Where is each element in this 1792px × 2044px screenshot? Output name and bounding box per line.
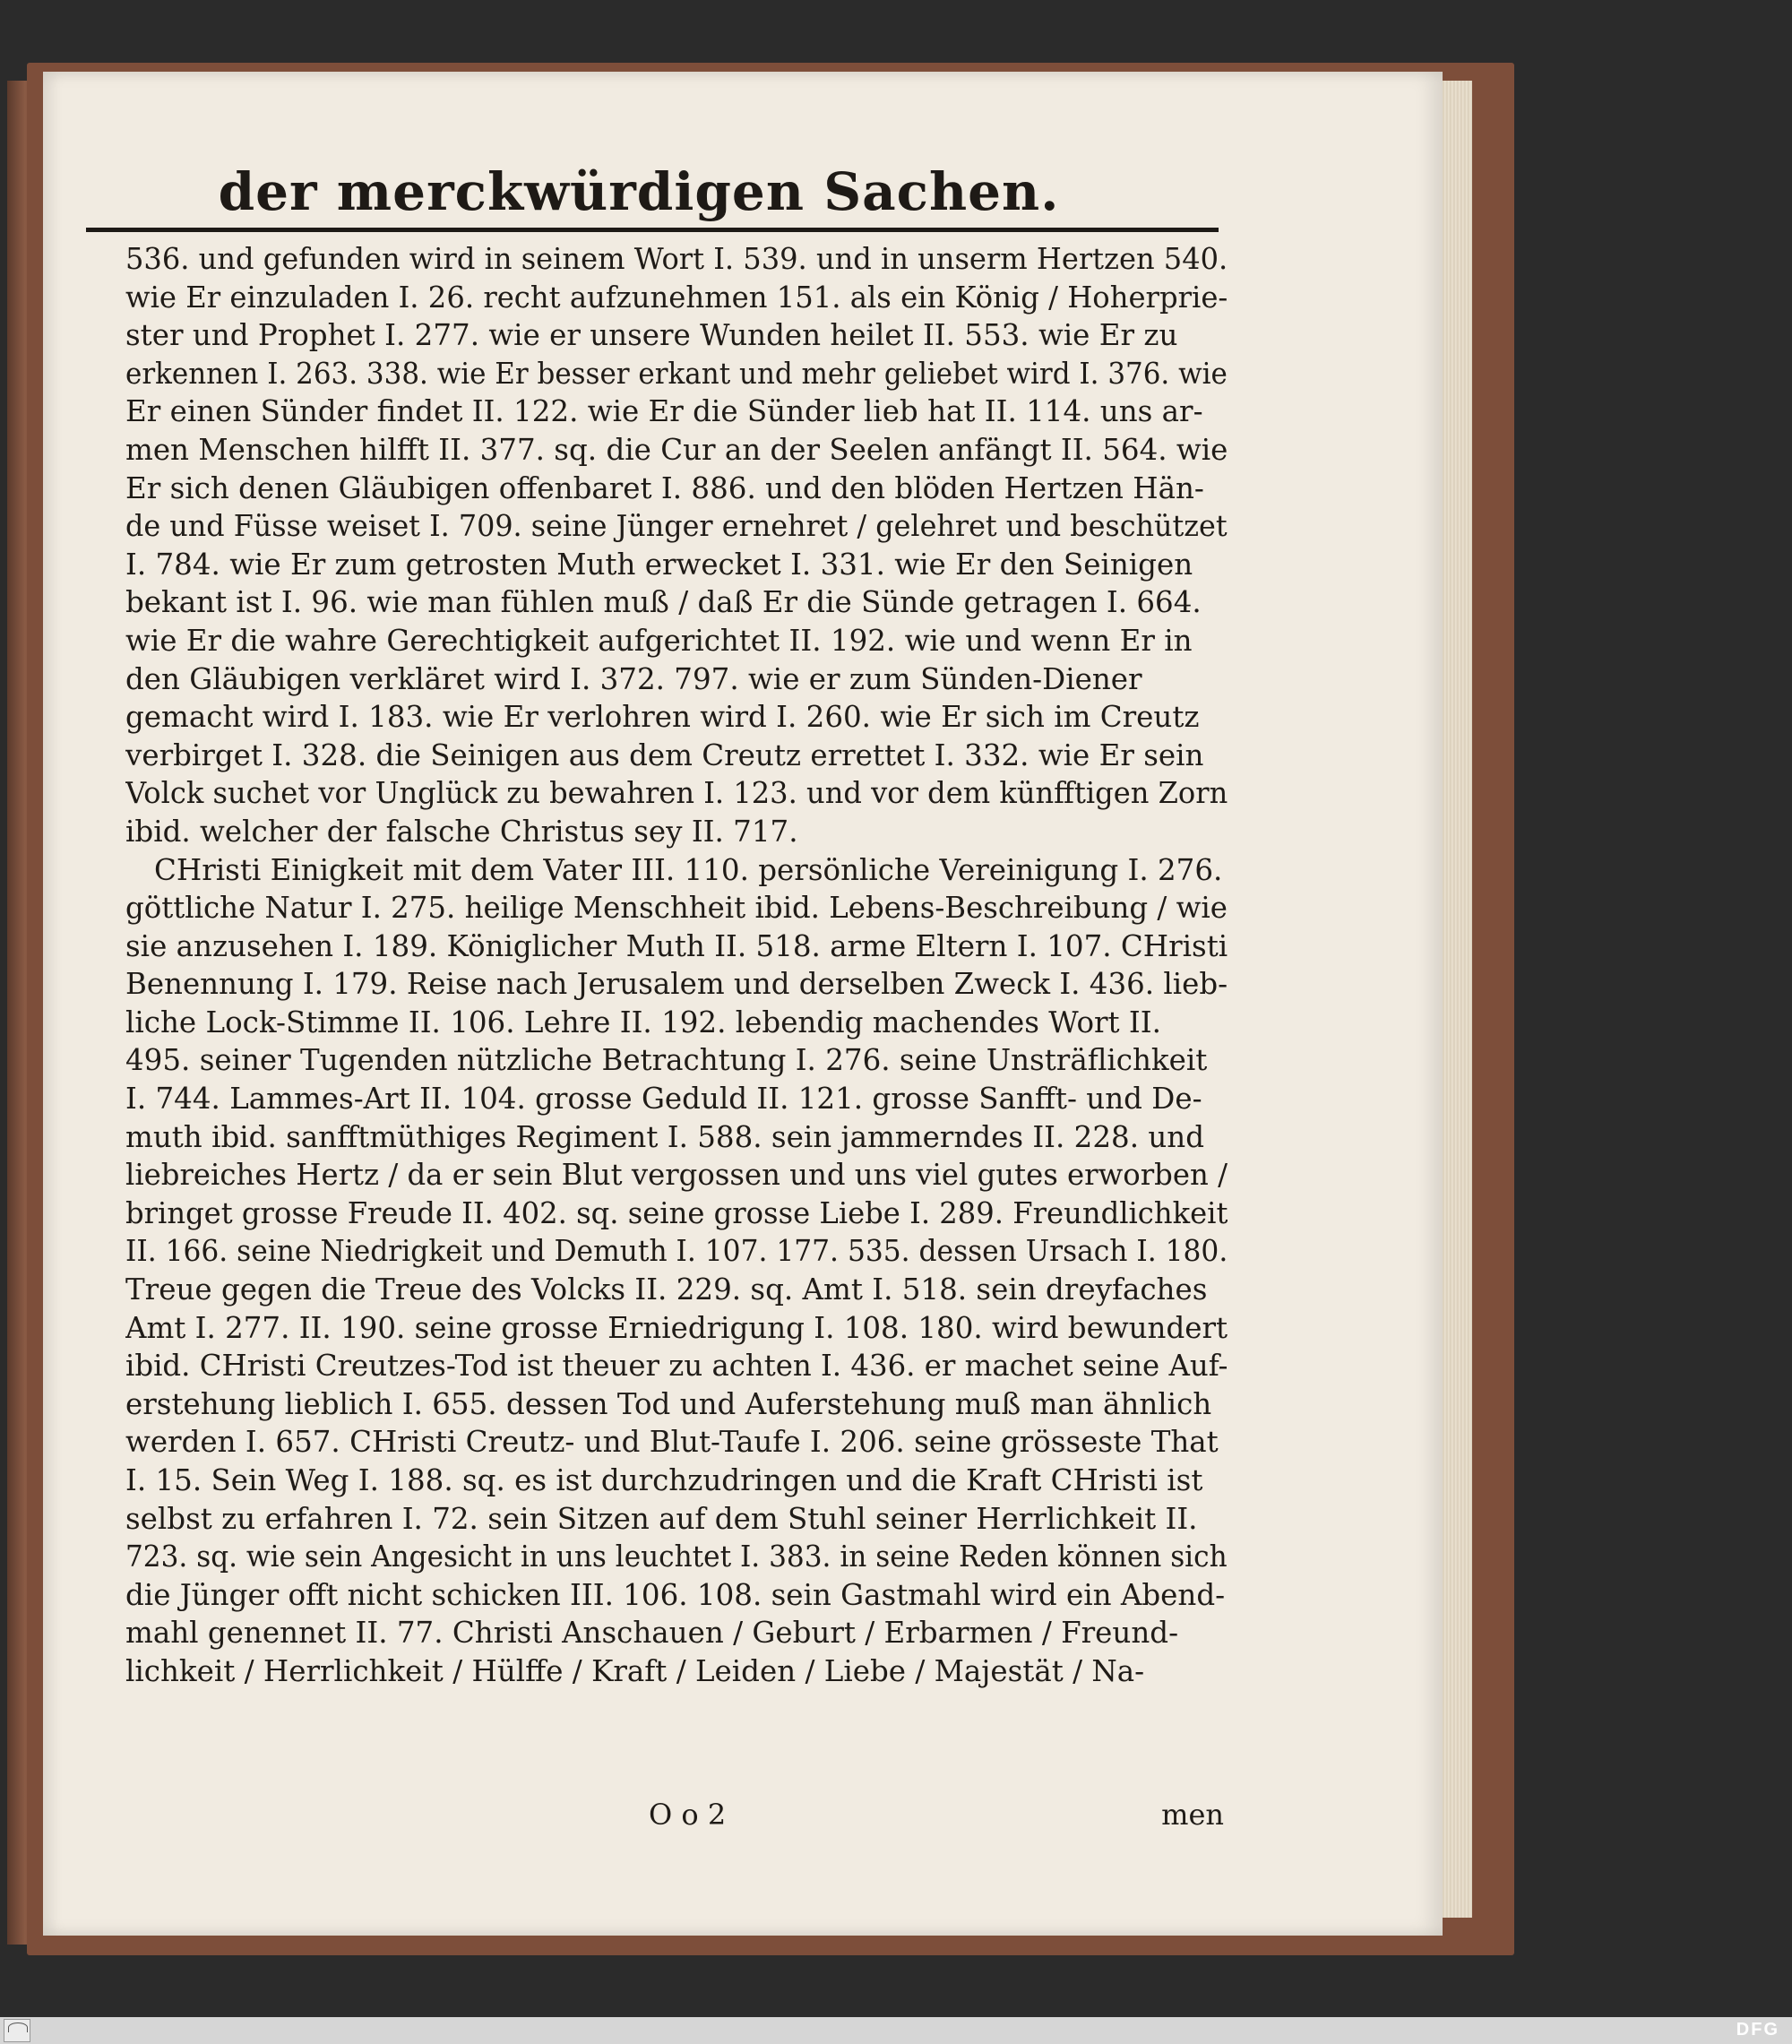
text-line: ster und Prophet I. 277. wie er unsere Wunden heilet II. 553. wie Er zu — [125, 318, 1178, 353]
text-line: mahl genennet II. 77. Christi Anschauen / Geburt / Erbarmen / Freund- — [125, 1616, 1179, 1651]
text-line: werden I. 657. CHristi Creutz- und Blut-Taufe I. 206. seine grösseste That — [125, 1425, 1219, 1460]
text-line: erkennen I. 263. 338. wie Er besser erkant und mehr geliebet wird I. 376. wie — [125, 356, 1228, 391]
text-line: verbirget I. 328. die Seinigen aus dem Creutz errettet I. 332. wie Er sein — [125, 737, 1204, 772]
viewer-bottom-bar — [0, 2017, 1792, 2044]
text-line: wie Er die wahre Gerechtigkeit aufgerichtet II. 192. wie und wenn Er in — [125, 623, 1193, 658]
text-line: Er sich denen Gläubigen offenbaret I. 886. und den blöden Hertzen Hän- — [125, 470, 1204, 505]
text-line: liebreiches Hertz / da er sein Blut vergossen und uns viel gutes erworben / — [125, 1158, 1228, 1193]
index-text-block — [125, 240, 1228, 1691]
text-line: 723. sq. wie sein Angesicht in uns leuchtet I. 383. in seine Reden können sich — [125, 1539, 1228, 1574]
text-line: wie Er einzuladen I. 26. recht aufzunehmen 151. als ein König / Hoherprie- — [125, 280, 1228, 315]
text-line: I. 744. Lammes-Art II. 104. grosse Geduld II. 121. grosse Sanfft- und De- — [125, 1082, 1202, 1117]
text-line: lichkeit / Herrlichkeit / Hülffe / Kraft / Leiden / Liebe / Majestät / Na- — [125, 1653, 1145, 1688]
text-line: sie anzusehen I. 189. Königlicher Muth II. 518. arme Eltern I. 107. CHristi — [125, 928, 1228, 963]
text-line: die Jünger offt nicht schicken III. 106. 108. sein Gastmahl wird ein Abend- — [125, 1577, 1226, 1612]
text-line: ibid. welcher der falsche Christus sey II. 717. — [125, 814, 798, 849]
text-line: de und Füsse weiset I. 709. seine Jünger ernehret / gelehret und beschützet — [125, 509, 1228, 544]
text-line: 495. seiner Tugenden nützliche Betrachtung I. 276. seine Unsträflichkeit — [125, 1043, 1208, 1078]
text-line: II. 166. seine Niedrigkeit und Demuth I. 107. 177. 535. dessen Ursach I. 180. — [125, 1234, 1228, 1269]
text-line: liche Lock-Stimme II. 106. Lehre II. 192. lebendig machendes Wort II. — [125, 1005, 1161, 1039]
page-edges — [1438, 81, 1472, 1918]
library-logo-icon — [4, 2019, 30, 2042]
text-line: CHristi Einigkeit mit dem Vater III. 110. persönliche Vereinigung I. 276. — [154, 852, 1223, 887]
text-line: I. 15. Sein Weg I. 188. sq. es ist durchzudringen und die Kraft CHristi ist — [125, 1463, 1203, 1497]
text-line: gemacht wird I. 183. wie Er verlohren wird I. 260. wie Er sich im Creutz — [125, 700, 1200, 735]
text-line: ibid. CHristi Creutzes-Tod ist theuer zu achten I. 436. er machet seine Auf- — [125, 1349, 1228, 1384]
page-footer — [125, 1798, 1224, 1837]
header-rule — [86, 228, 1219, 232]
text-line: Amt I. 277. II. 190. seine grosse Erniedrigung I. 108. 180. wird bewundert — [125, 1310, 1228, 1345]
catchword: men — [1161, 1798, 1224, 1832]
book-page — [43, 72, 1443, 1936]
text-line: Benennung I. 179. Reise nach Jerusalem und derselben Zweck I. 436. lieb- — [125, 967, 1228, 1002]
text-line: erstehung lieblich I. 655. dessen Tod und Auferstehung muß man ähnlich — [125, 1386, 1212, 1421]
signature-mark: O o 2 — [649, 1798, 727, 1832]
text-line: Volck suchet vor Unglück zu bewahren I. 123. und vor dem künfftigen Zorn — [125, 776, 1228, 811]
text-line: bekant ist I. 96. wie man fühlen muß / daß Er die Sünde getragen I. 664. — [125, 585, 1202, 620]
text-line: 536. und gefunden wird in seinem Wort I. 539. und in unserm Hertzen 540. — [125, 242, 1228, 276]
text-line: den Gläubigen verkläret wird I. 372. 797. wie er zum Sünden-Diener — [125, 661, 1142, 696]
text-line: göttliche Natur I. 275. heilige Menschheit ibid. Lebens-Beschreibung / wie — [125, 891, 1228, 926]
text-line: men Menschen hilfft II. 377. sq. die Cur an der Seelen anfängt II. 564. wie — [125, 432, 1228, 467]
text-line: Treue gegen die Treue des Volcks II. 229. sq. Amt I. 518. sein dreyfaches — [125, 1272, 1208, 1307]
dfg-logo: DFG — [1736, 2020, 1779, 2040]
text-line: I. 784. wie Er zum getrosten Muth erwecket I. 331. wie Er den Seinigen — [125, 547, 1193, 582]
running-head: der merckwürdigen Sachen. — [218, 161, 1060, 222]
text-line: muth ibid. sanfftmüthiges Regiment I. 588. sein jammerndes II. 228. und — [125, 1119, 1205, 1154]
text-line: selbst zu erfahren I. 72. sein Sitzen auf dem Stuhl seiner Herrlichkeit II. — [125, 1501, 1198, 1536]
text-line: Er einen Sünder findet II. 122. wie Er die Sünder lieb hat II. 114. uns ar- — [125, 394, 1203, 429]
text-line: bringet grosse Freude II. 402. sq. seine grosse Liebe I. 289. Freundlichkeit — [125, 1195, 1228, 1230]
